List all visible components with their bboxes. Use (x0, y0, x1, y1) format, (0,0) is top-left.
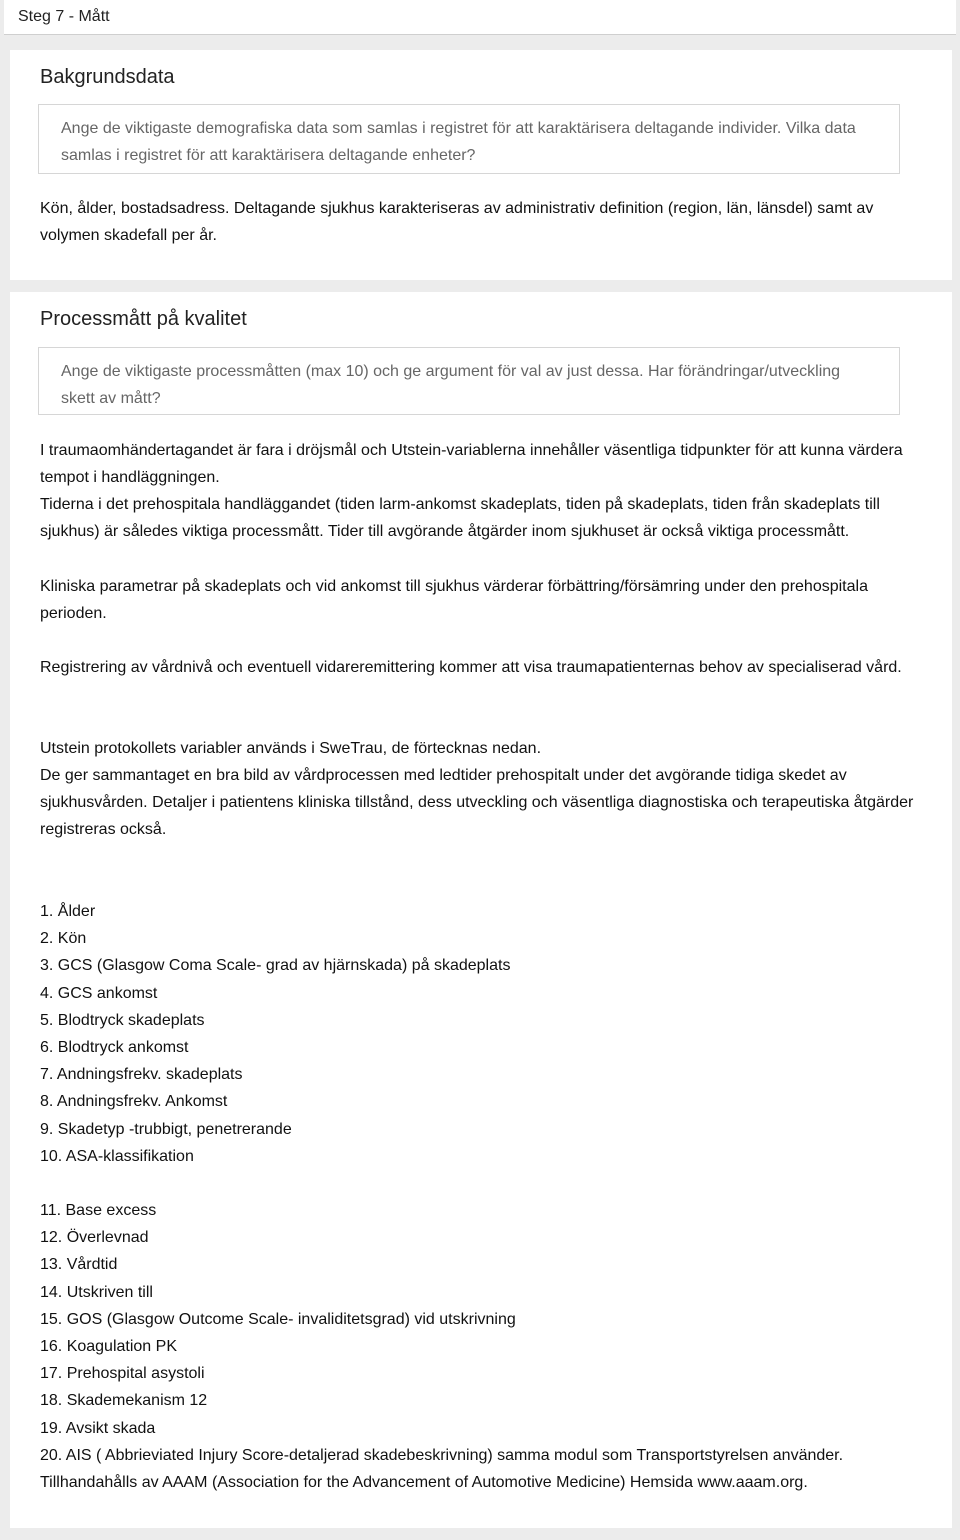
step-header (4, 0, 956, 35)
paragraph: Registrering av vårdnivå och eventuell vidareremittering kommer att visa traumapatienternas behov av specialiserad vård. (40, 659, 902, 676)
section-hint: Ange de viktigaste processmåtten (max 10) och ge argument för val av just dessa. Har förändringar/utveckling skett av mått? (38, 347, 900, 415)
list-item: 14. Utskriven till (40, 1283, 153, 1301)
paragraph: Utstein protokollets variabler används i SweTrau, de förtecknas nedan. (40, 740, 542, 757)
section-answer: Kön, ålder, bostadsadress. Deltagande sjukhus karakteriseras av administrativ definition (region, län, länsdel) samt av volymen skadefall per år. (40, 200, 874, 244)
list-item: 16. Koagulation PK (40, 1338, 177, 1356)
variable-list-second (40, 1197, 910, 1496)
variable-list-first (40, 898, 510, 1170)
section-process-measures (10, 292, 952, 1528)
list-item: 18. Skademekanism 12 (40, 1392, 208, 1410)
list-item: 17. Prehospital asystoli (40, 1365, 205, 1383)
section-hint: Ange de viktigaste demografiska data som samlas i registret för att karaktärisera deltagande individer. Vilka data samlas i registret för att karaktärisera deltagande enheter? (38, 104, 900, 174)
list-item: 1. Ålder (40, 903, 96, 920)
list-item: 13. Vårdtid (40, 1256, 118, 1274)
section-heading: Bakgrundsdata (40, 66, 175, 88)
section-background-data (10, 50, 952, 280)
list-item: 8. Andningsfrekv. Ankomst (40, 1093, 228, 1111)
paragraph: De ger sammantaget en bra bild av vårdprocessen med ledtider prehospitalt under det avgörande tidiga skedet av sjukhusvården. Detaljer i patientens kliniska tillstånd, dess utveckling och väsentliga diagnostiska och terapeutiska åtgärder registreras också. (40, 767, 914, 838)
list-item: 3. GCS (Glasgow Coma Scale- grad av hjärnskada) på skadeplats (40, 957, 511, 975)
list-item: 12. Överlevnad (40, 1229, 149, 1247)
list-item: 10. ASA-klassifikation (40, 1147, 194, 1165)
step-title: Steg 7 - Mått (18, 8, 110, 25)
list-item: 2. Kön (40, 930, 87, 948)
paragraph: I traumaomhändertagandet är fara i dröjsmål och Utstein-variablerna innehåller väsentliga tidpunkter för att kunna värdera tempot i handläggningen. (40, 442, 903, 486)
list-item: 20. AIS ( Abbrieviated Injury Score-detaljerad skadebeskrivning) samma modul som Transportstyrelsen använder. Tillhandahålls av AAAM (Association for the Advancement of Automotive Medicine) Hemsida www.aaam.org. (40, 1446, 844, 1492)
list-item: 6. Blodtryck ankomst (40, 1039, 189, 1057)
list-item: 4. GCS ankomst (40, 984, 158, 1002)
list-item: 9. Skadetyp -trubbigt, penetrerande (40, 1120, 292, 1138)
paragraph: Kliniska parametrar på skadeplats och vid ankomst till sjukhus värderar förbättring/försämring under den prehospitala perioden. (40, 578, 868, 622)
list-item: 7. Andningsfrekv. skadeplats (40, 1066, 243, 1084)
list-item: 5. Blodtryck skadeplats (40, 1011, 205, 1029)
section-heading: Processmått på kvalitet (40, 308, 247, 330)
paragraph: Tiderna i det prehospitala handläggandet (tiden larm-ankomst skadeplats, tiden på skadeplats, tiden från skadeplats till sjukhus) är således viktiga processmått. Tider till avgörande åtgärder inom sjukhuset är också viktiga processmått. (40, 496, 880, 540)
list-item: 19. Avsikt skada (40, 1419, 156, 1437)
list-item: 15. GOS (Glasgow Outcome Scale- invaliditetsgrad) vid utskrivning (40, 1310, 516, 1328)
list-item: 11. Base excess (40, 1202, 157, 1219)
